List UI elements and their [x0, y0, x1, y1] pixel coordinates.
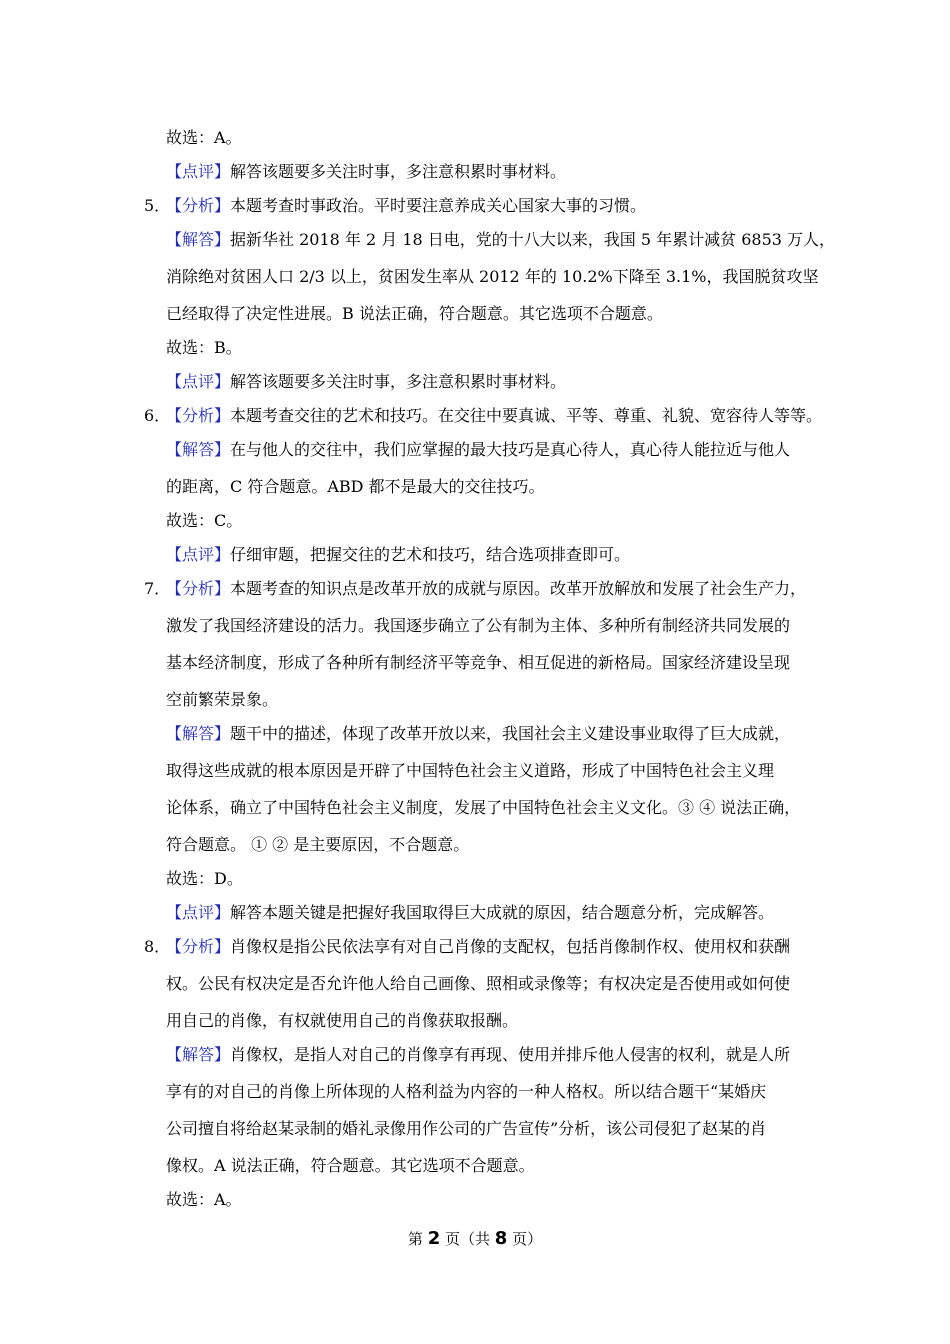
q5-answer-line: 已经取得了决定性进展。B 说法正确，符合题意。其它选项不合题意。 — [166, 304, 663, 323]
q7-answer-line: 符合题意。 ① ② 是主要原因，不合题意。 — [166, 835, 470, 854]
q8-answer-line: 【解答】肖像权，是指人对自己的肖像享有再现、使用并排斥他人侵害的权利，就是人所 — [166, 1045, 791, 1064]
q7-analysis-line: 空前繁荣景象。 — [166, 690, 279, 709]
q8-analysis-line: 权。公民有权决定是否允许他人给自己画像、照相或录像等；有权决定是否使用或如何使 — [166, 974, 791, 993]
q7-answer-line: 取得这些成就的根本原因是开辟了中国特色社会主义道路，形成了中国特色社会主义理 — [166, 761, 775, 780]
page-footer: 第 2 页（共 8 页） — [407, 1228, 543, 1249]
analysis-tag: 【分析】 — [166, 406, 231, 425]
analysis-tag: 【分析】 — [166, 196, 231, 215]
q6-answer-line: 【解答】在与他人的交往中，我们应掌握的最大技巧是真心待人，真心待人能拉近与他人 — [166, 440, 791, 459]
q8-answer-line: 享有的对自己的肖像上所体现的人格利益为内容的一种人格权。所以结合题干“某婚庆 — [166, 1082, 767, 1101]
q8-analysis-line: 【分析】肖像权是指公民依法享有对自己肖像的支配权，包括肖像制作权、使用权和获酬 — [166, 937, 791, 956]
q7-comment: 【点评】解答本题关键是把握好我国取得巨大成就的原因，结合题意分析，完成解答。 — [166, 903, 775, 922]
q6-choice: 故选：C。 — [166, 511, 243, 530]
q6-analysis: 【分析】本题考查交往的艺术和技巧。在交往中要真诚、平等、尊重、礼貌、宽容待人等等。 — [166, 406, 823, 425]
q6-answer-line: 的距离，C 符合题意。ABD 都不是最大的交往技巧。 — [166, 477, 545, 496]
q7-number: 7． — [144, 579, 171, 598]
q8-choice: 故选：A。 — [166, 1190, 242, 1209]
q8-answer-line: 公司擅自将给赵某录制的婚礼录像用作公司的广告宣传”分析，该公司侵犯了赵某的肖 — [166, 1119, 767, 1138]
q6-comment: 【点评】仔细审题，把握交往的艺术和技巧，结合选项排查即可。 — [166, 545, 631, 564]
q7-choice: 故选：D。 — [166, 869, 243, 888]
comment-tag: 【点评】 — [166, 903, 231, 922]
q6-number: 6． — [144, 406, 171, 425]
comment-tag: 【点评】 — [166, 372, 231, 391]
q5-answer-line: 消除绝对贫困人口 2/3 以上，贫困发生率从 2012 年的 10.2%下降至 3.1%，我国脱贫攻坚 — [166, 267, 819, 286]
q7-analysis-line: 激发了我国经济建设的活力。我国逐步确立了公有制为主体、多种所有制经济共同发展的 — [166, 616, 791, 635]
q5-number: 5． — [144, 196, 171, 215]
q4-choice: 故选：A。 — [166, 128, 242, 147]
comment-tag: 【点评】 — [166, 162, 231, 181]
comment-tag: 【点评】 — [166, 545, 231, 564]
answer-tag: 【解答】 — [166, 440, 231, 459]
q7-answer-line: 论体系，确立了中国特色社会主义制度，发展了中国特色社会主义文化。③ ④ 说法正确， — [166, 798, 801, 817]
answer-tag: 【解答】 — [166, 1045, 231, 1064]
q5-comment: 【点评】解答该题要多关注时事，多注意积累时事材料。 — [166, 372, 567, 391]
q4-comment: 【点评】解答该题要多关注时事，多注意积累时事材料。 — [166, 162, 567, 181]
q7-analysis-line: 【分析】本题考查的知识点是改革开放的成就与原因。改革开放解放和发展了社会生产力， — [166, 579, 807, 598]
analysis-tag: 【分析】 — [166, 579, 231, 598]
page-number: 2 — [427, 1228, 441, 1249]
q5-choice: 故选：B。 — [166, 338, 242, 357]
q5-answer-line: 【解答】据新华社 2018 年 2 月 18 日电，党的十八大以来，我国 5 年累计减贫 6853 万人， — [166, 230, 836, 249]
page-total: 8 — [494, 1228, 508, 1249]
q7-answer-line: 【解答】题干中的描述，体现了改革开放以来，我国社会主义建设事业取得了巨大成就， — [166, 724, 791, 743]
answer-tag: 【解答】 — [166, 724, 231, 743]
analysis-tag: 【分析】 — [166, 937, 231, 956]
q8-number: 8． — [144, 937, 171, 956]
q5-analysis: 【分析】本题考查时事政治。平时要注意养成关心国家大事的习惯。 — [166, 196, 647, 215]
q7-analysis-line: 基本经济制度，形成了各种所有制经济平等竞争、相互促进的新格局。国家经济建设呈现 — [166, 653, 791, 672]
q8-analysis-line: 用自己的肖像，有权就使用自己的肖像获取报酬。 — [166, 1011, 519, 1030]
answer-tag: 【解答】 — [166, 230, 231, 249]
q8-answer-line: 像权。A 说法正确，符合题意。其它选项不合题意。 — [166, 1156, 535, 1175]
